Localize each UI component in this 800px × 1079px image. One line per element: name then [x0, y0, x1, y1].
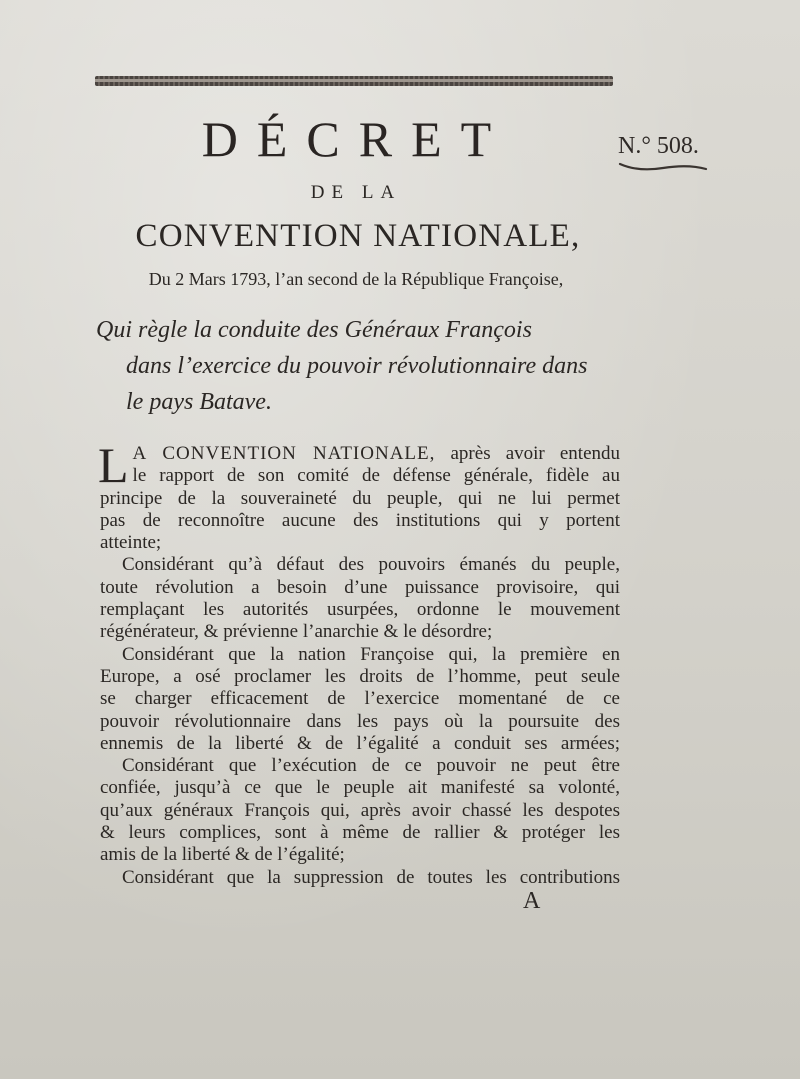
body-line: se charger efficacement de l’exercice momentané de ce: [100, 688, 620, 710]
body-line: régénérateur, & prévienne l’anarchie & le désordre;: [100, 621, 493, 643]
heading: CONVENTION NATIONALE,: [135, 218, 581, 254]
body-line: atteinte;: [100, 532, 162, 554]
summary-line: le pays Batave.: [126, 389, 272, 415]
decree-number: N.° 508.: [618, 133, 699, 159]
flourish-icon: [618, 160, 708, 174]
body-line: principe de la souveraineté du peuple, qui ne lui permet: [100, 487, 620, 509]
first-line-smallcaps: A CONVENTION NATIONALE,: [132, 443, 436, 464]
body-line: ennemis de la liberté & de l’égalité a conduit ses armées;: [100, 732, 620, 754]
decree-body: [98, 437, 620, 889]
body-line: [100, 443, 620, 465]
body-line: pouvoir révolutionnaire dans les pays où la poursuite des: [100, 710, 620, 732]
decree-summary: [96, 312, 620, 420]
body-line: remplaçant les autorités usurpées, ordonne le mouvement: [100, 599, 620, 621]
body-line: Considérant que l’exécution de ce pouvoir ne peut être: [122, 755, 620, 777]
summary-line: Qui règle la conduite des Généraux François: [96, 317, 532, 343]
first-line-rest: après avoir entendu: [435, 443, 620, 464]
body-line: amis de la liberté & de l’égalité;: [100, 844, 345, 866]
top-rule: [95, 76, 613, 86]
decree-title: DÉCRET: [201, 111, 511, 167]
catchword: A: [523, 888, 541, 914]
summary-line: dans l’exercice du pouvoir révolutionnaire dans: [126, 353, 588, 379]
body-line: toute révolution a besoin d’une puissance provisoire, qui: [100, 576, 620, 598]
subtitle: DE LA: [310, 182, 402, 203]
body-line: Considérant qu’à défaut des pouvoirs émanés du peuple,: [122, 554, 620, 576]
body-line: confiée, jusqu’à ce que le peuple ait manifesté sa volonté,: [100, 777, 620, 799]
date-line: Du 2 Mars 1793, l’an second de la République Françoise,: [148, 269, 564, 289]
body-line: le rapport de son comité de défense générale, fidèle au: [132, 465, 620, 487]
body-line: Considérant que la nation Françoise qui, la première en: [122, 643, 620, 665]
body-line: Considérant que la suppression de toutes les contributions: [122, 866, 620, 888]
body-line: pas de reconnoître aucune des institutions qui y portent: [100, 509, 620, 531]
body-line: & leurs complices, sont à même de rallier & protéger les: [100, 822, 620, 844]
dropcap: L: [98, 437, 129, 493]
body-line: Europe, a osé proclamer les droits de l’homme, peut seule: [100, 665, 620, 687]
body-line: qu’aux généraux François qui, après avoir chassé les despotes: [100, 799, 620, 821]
